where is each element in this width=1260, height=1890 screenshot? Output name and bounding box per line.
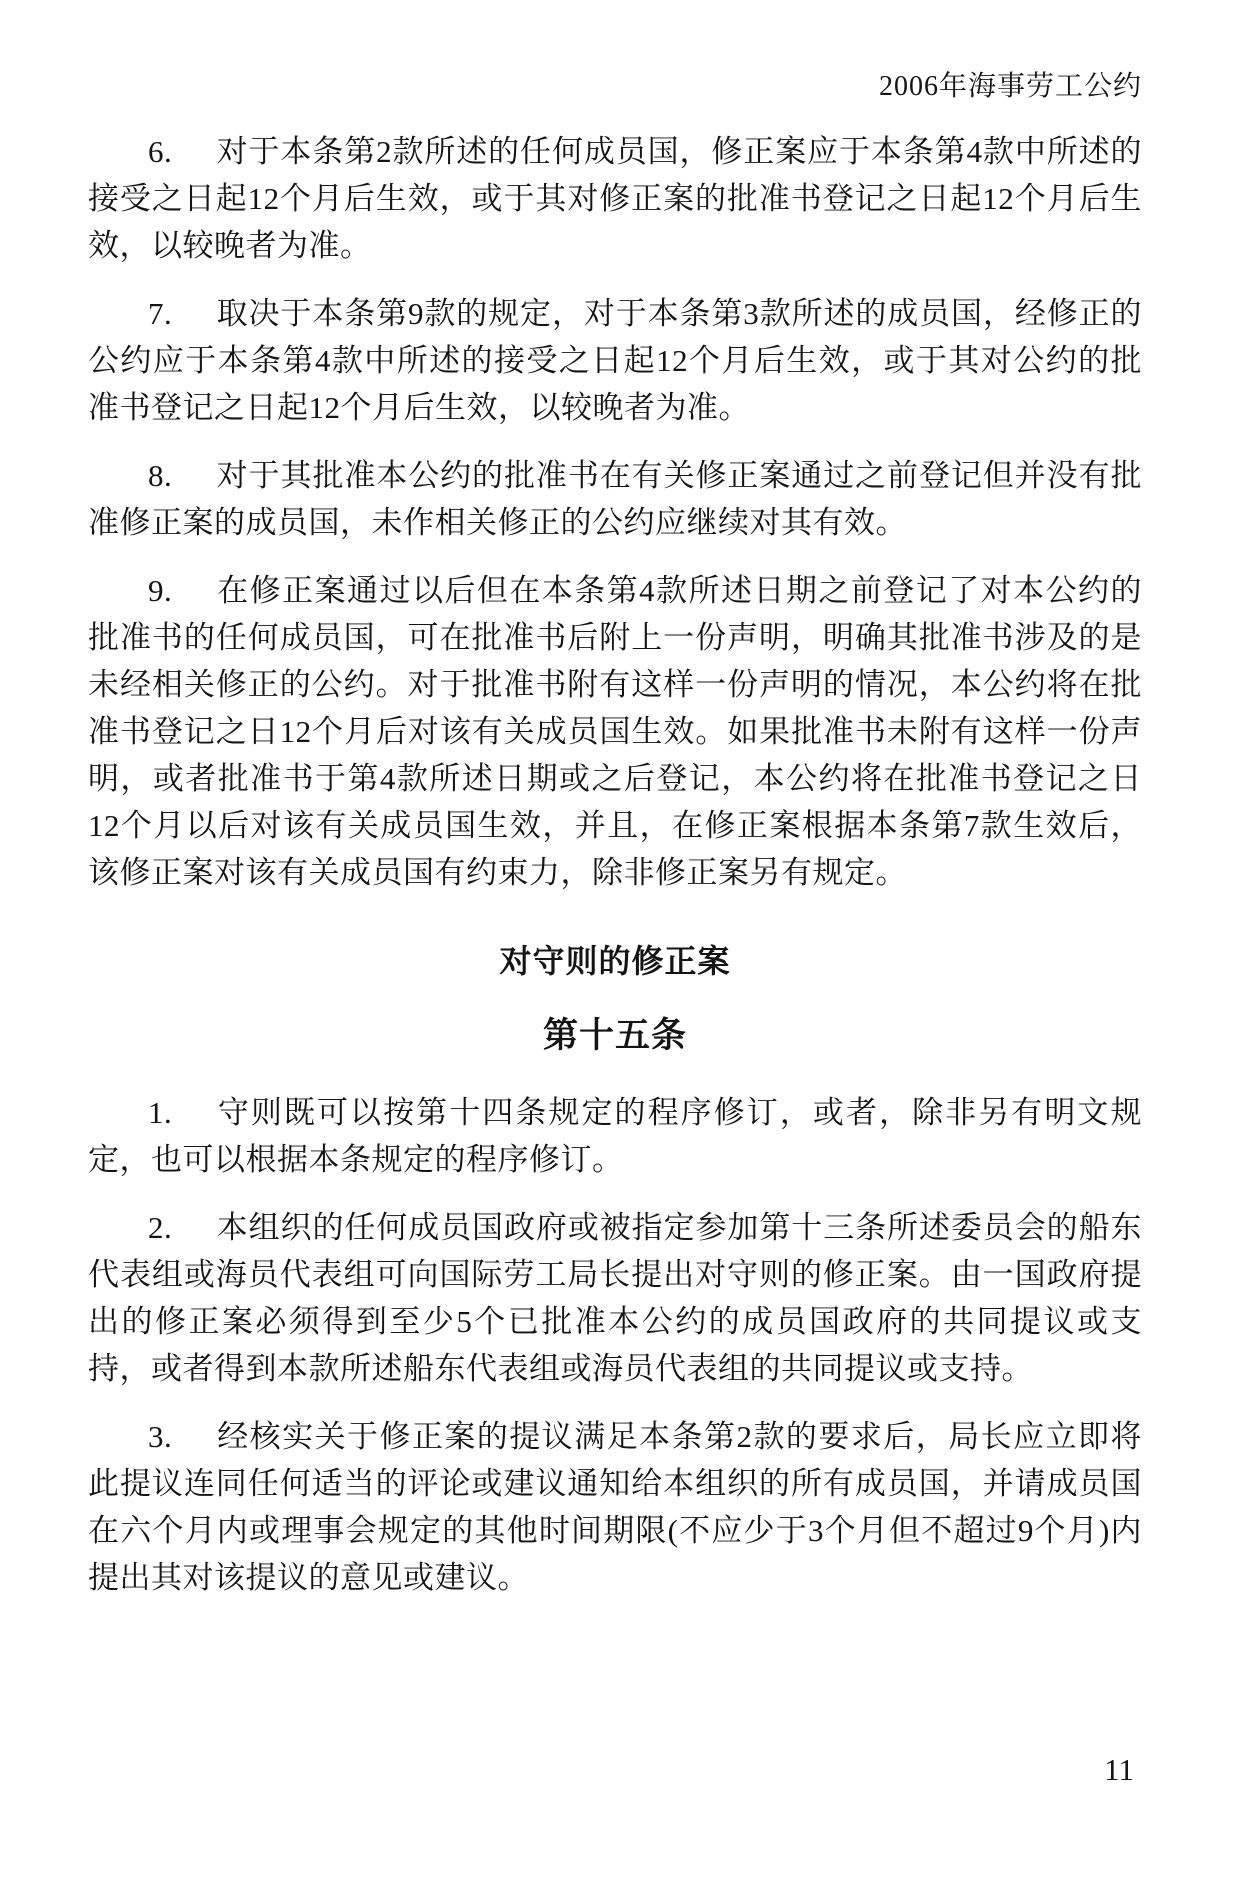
article15-paragraph-1-number: 1. (148, 1095, 173, 1130)
paragraph-9-number: 9. (148, 573, 173, 608)
paragraph-7-number: 7. (148, 296, 173, 331)
section-heading-code-amendments: 对守则的修正案 (499, 943, 731, 979)
article15-paragraph-2-text: 本组织的任何成员国政府或被指定参加第十三条所述委员会的船东代表组或海员代表组可向国际劳工局长提出对守则的修正案。由一国政府提出的修正案必须得到至少5个已批准本公约的成员国政府的共同提议或支持，或者得到本款所述船东代表组或海员代表组的共同提议或支持。 (88, 1210, 1142, 1386)
article15-paragraph-2-number: 2. (148, 1210, 173, 1245)
paragraph-6-number: 6. (148, 134, 173, 169)
paragraph-9-text: 在修正案通过以后但在本条第4款所述日期之前登记了对本公约的批准书的任何成员国，可在批准书后附上一份声明，明确其批准书涉及的是未经相关修正的公约。对于批准书附有这样一份声明的情况，本公约将在批准书登记之日12个月后对该有关成员国生效。如果批准书未附有这样一份声明，或者批准书于第4款所述日期或之后登记，本公约将在批准书登记之日12个月以后对该有关成员国生效，并且，在修正案根据本条第7款生效后，该修正案对该有关成员国有约束力，除非修正案另有规定。 (88, 573, 1142, 890)
page-number: 11 (1104, 1752, 1134, 1787)
article15-paragraph-3-text: 经核实关于修正案的提议满足本条第2款的要求后，局长应立即将此提议连同任何适当的评论或建议通知给本组织的所有成员国，并请成员国在六个月内或理事会规定的其他时间期限(不应少于3个月但不超过9个月)内提出其对该提议的意见或建议。 (88, 1419, 1142, 1595)
paragraph-8-text: 对于其批准本公约的批准书在有关修正案通过之前登记但并没有批准修正案的成员国，未作相关修正的公约应继续对其有效。 (88, 458, 1142, 540)
paragraph-6-text: 对于本条第2款所述的任何成员国，修正案应于本条第4款中所述的接受之日起12个月后生效，或于其对修正案的批准书登记之日起12个月后生效，以较晚者为准。 (88, 134, 1142, 263)
paragraph-6 (88, 128, 1142, 269)
article15-paragraph-2 (88, 1204, 1142, 1392)
article15-paragraph-1-text: 守则既可以按第十四条规定的程序修订，或者，除非另有明文规定，也可以根据本条规定的程序修订。 (88, 1095, 1142, 1177)
article15-paragraph-1 (88, 1089, 1142, 1183)
running-header-title: 2006年海事劳工公约 (878, 71, 1142, 102)
article-15-heading: 第十五条 (542, 1016, 687, 1055)
article15-paragraph-3-number: 3. (148, 1419, 173, 1454)
paragraph-9 (88, 567, 1142, 896)
paragraph-8 (88, 452, 1142, 546)
document-body (88, 128, 1142, 1601)
paragraph-8-number: 8. (148, 458, 173, 493)
paragraph-7 (88, 290, 1142, 431)
article15-paragraph-3 (88, 1413, 1142, 1601)
paragraph-7-text: 取决于本条第9款的规定，对于本条第3款所述的成员国，经修正的公约应于本条第4款中所述的接受之日起12个月后生效，或于其对公约的批准书登记之日起12个月后生效，以较晚者为准。 (88, 296, 1142, 425)
